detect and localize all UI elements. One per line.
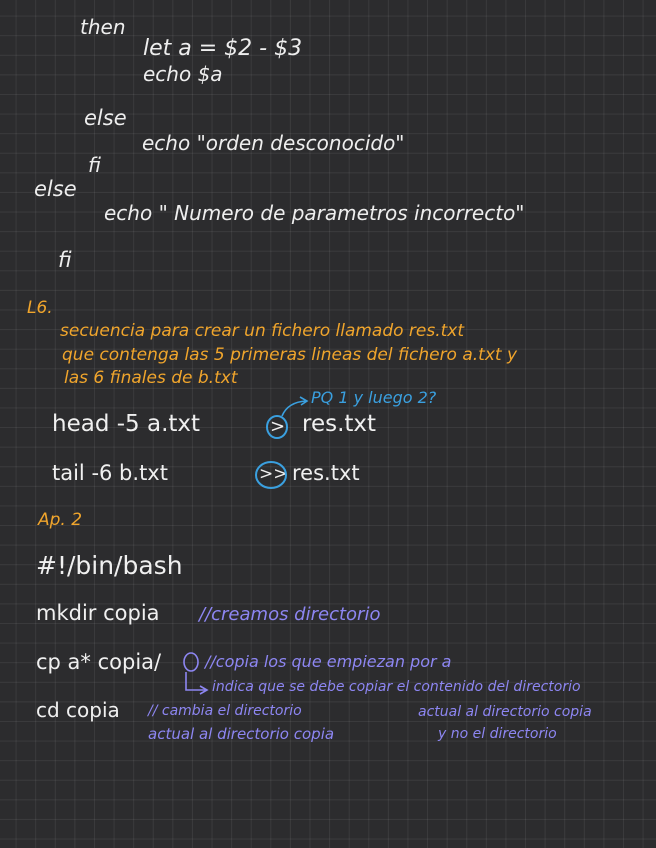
cp-command: cp a* copia/ (36, 650, 162, 674)
l6-description-line-2: que contenga las 5 primeras lineas del fichero a.txt y (62, 345, 518, 365)
ap2-heading: Ap. 2 (38, 510, 83, 530)
echo-numero-line: echo " Numero de parametros incorrecto" (104, 201, 525, 225)
else-keyword-outer: else (34, 177, 77, 201)
cd-note-line-1: actual al directorio copia (418, 704, 592, 720)
mkdir-command: mkdir copia (36, 601, 160, 625)
echo-a-line: echo $a (143, 62, 223, 86)
mkdir-comment: //creamos directorio (199, 604, 381, 625)
cd-command: cd copia (36, 698, 120, 722)
let-line: let a = $2 - $3 (143, 36, 303, 61)
head-target-file: res.txt (302, 411, 377, 437)
l6-description-line-3: las 6 finales de b.txt (64, 368, 238, 388)
shebang-line: #!/bin/bash (36, 551, 183, 580)
echo-orden-line: echo "orden desconocido" (142, 131, 405, 155)
tail-target-file: res.txt (292, 461, 360, 485)
then-keyword: then (80, 15, 126, 39)
fi-keyword-outer: fi (58, 248, 72, 272)
head-command: head -5 a.txt (52, 411, 201, 437)
l6-description-line-1: secuencia para crear un fichero llamado res.txt (60, 321, 465, 341)
order-question-note: PQ 1 y luego 2? (311, 388, 437, 407)
cd-note-line-2: y no el directorio (438, 726, 557, 742)
tail-command: tail -6 b.txt (52, 461, 168, 485)
cd-comment-line-1: // cambia el directorio (148, 703, 302, 719)
else-keyword-inner: else (84, 106, 127, 130)
cp-explanation-note: indica que se debe copiar el contenido del directorio (212, 679, 581, 695)
redirect-overwrite-operator: > (270, 416, 286, 437)
redirect-append-operator: >> (259, 464, 288, 484)
cp-comment: //copia los que empiezan por a (205, 652, 452, 671)
slash-circle (184, 653, 198, 671)
slash-arrow (186, 672, 206, 690)
fi-keyword-inner: fi (88, 153, 101, 177)
cd-comment-line-2: actual al directorio copia (148, 725, 335, 743)
l6-heading: L6. (27, 298, 53, 318)
